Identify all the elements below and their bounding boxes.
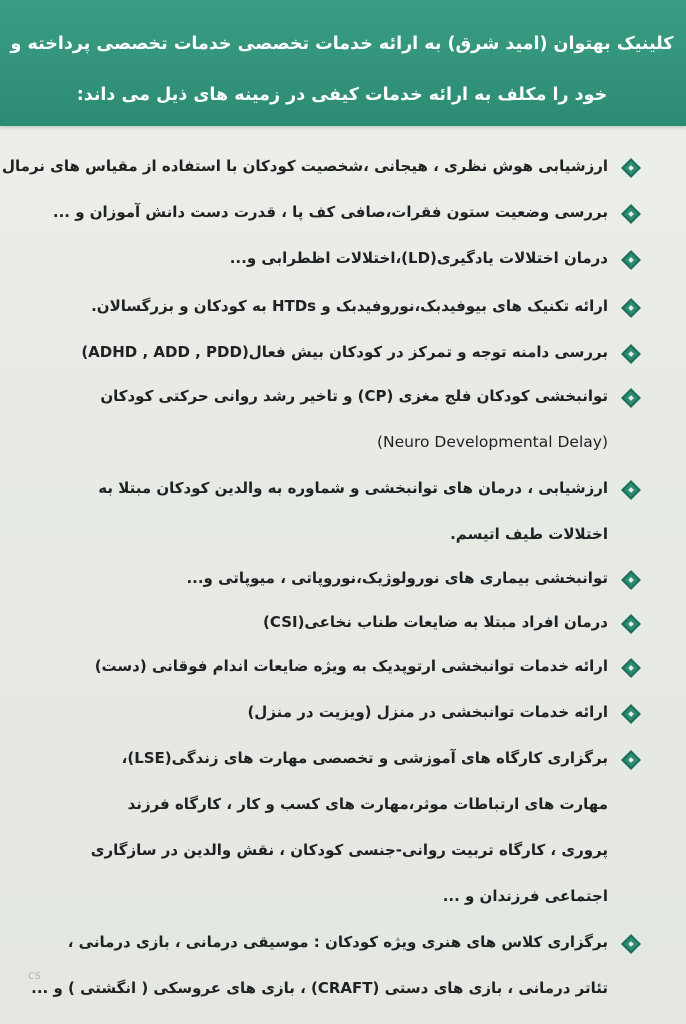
diamond-bullet-icon <box>621 614 641 634</box>
diamond-bullet-icon <box>621 658 641 678</box>
service-item-line: ارائه تکنیک های بیوفیدبک،نوروفیدبک و HTDs به کودکان و بزرگسالان. <box>91 297 608 315</box>
diamond-bullet-icon <box>621 158 641 178</box>
diamond-bullet-icon <box>621 388 641 408</box>
service-item-line: توانبخشی بیماری های نورولوژیک،نوروپاتی ، میوپاتی و... <box>186 569 608 587</box>
diamond-bullet-icon <box>621 344 641 364</box>
diamond-bullet-icon <box>621 204 641 224</box>
diamond-bullet-icon <box>621 750 641 770</box>
service-item-line: تئاتر درمانی ، بازی های دستی (CRAFT) ، بازی های عروسکی ( انگشتی ) و ... <box>31 979 608 997</box>
service-item-line: بررسی وضعیت ستون فقرات،صافی کف پا ، قدرت دست دانش آموزان و ... <box>52 203 608 221</box>
service-item-line: (Neuro Developmental Delay) <box>376 433 608 451</box>
service-item-line: اختلالات طیف اتیسم. <box>450 525 608 543</box>
diamond-bullet-icon <box>621 480 641 500</box>
service-item-line: ارائه خدمات توانبخشی در منزل (ویزیت در منزل) <box>247 703 608 721</box>
service-item-line: پروری ، کارگاه تربیت روانی-جنسی کودکان ، نقش والدین در سازگاری <box>90 841 608 859</box>
service-item-line: برگزاری کلاس های هنری ویژه کودکان : موسیقی درمانی ، بازی درمانی ، <box>67 933 608 951</box>
diamond-bullet-icon <box>621 250 641 270</box>
diamond-bullet-icon <box>621 934 641 954</box>
header-line-1: کلینیک بهتوان (امید شرق) به ارائه خدمات تخصصی خدمات تخصصی پرداخته و <box>10 34 674 54</box>
scanner-watermark: cs <box>28 968 41 982</box>
service-item-line: برگزاری کارگاه های آموزشی و تخصصی مهارت های زندگی(LSE)، <box>121 749 608 767</box>
service-item-line: اجتماعی فرزندان و ... <box>442 887 608 905</box>
service-item-line: توانبخشی کودکان فلج مغزی (CP) و تاخیر رشد روانی حرکتی کودکان <box>100 387 608 405</box>
service-item-line: بررسی دامنه توجه و تمرکز در کودکان بیش فعال(ADHD , ADD , PDD) <box>81 343 608 361</box>
service-item-line: ارزشیابی ، درمان های توانبخشی و شماوره به والدین کودکان مبتلا به <box>98 479 608 497</box>
service-item-line: مهارت های ارتباطات موثر،مهارت های کسب و کار ، کارگاه فرزند <box>127 795 608 813</box>
service-item-line: درمان افراد مبتلا به ضایعات طناب نخاعی(CSI) <box>263 613 608 631</box>
diamond-bullet-icon <box>621 298 641 318</box>
service-item-line: درمان اختلالات یادگیری(LD)،اختلالات اظطرابی و... <box>229 249 608 267</box>
service-item-line: ارائه خدمات توانبخشی ارتوپدیک به ویژه ضایعات اندام فوقانی (دست) <box>94 657 608 675</box>
diamond-bullet-icon <box>621 570 641 590</box>
service-item-line: ارزشیابی هوش نظری ، هیجانی ،شخصیت کودکان با استفاده از مقیاس های نرمال <box>2 157 608 175</box>
header-banner <box>0 0 686 126</box>
header-line-2: خود را مکلف به ارائه خدمات کیفی در زمینه های ذیل می داند: <box>76 85 608 105</box>
diamond-bullet-icon <box>621 704 641 724</box>
